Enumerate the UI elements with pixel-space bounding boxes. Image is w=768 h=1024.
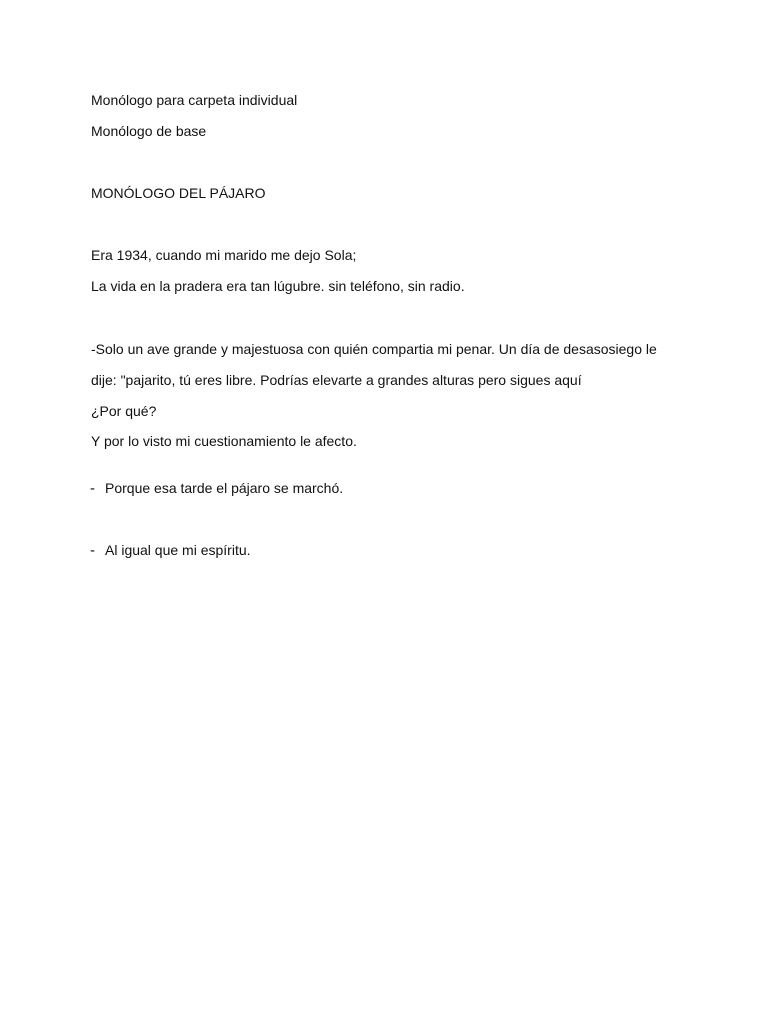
header-line-2: Monólogo de base [91, 123, 207, 139]
paragraph-2-line-3: ¿Por qué? [91, 403, 157, 419]
bullet-marker: - [90, 542, 95, 559]
bullet-item [90, 541, 251, 560]
paragraph-1-line-2: La vida en la pradera era tan lúgubre. sin teléfono, sin radio. [91, 278, 465, 294]
paragraph-2-line-4: Y por lo visto mi cuestionamiento le afecto. [91, 433, 357, 449]
paragraph-2-line-2: dije: "pajarito, tú eres libre. Podrías elevarte a grandes alturas pero sigues aquí [91, 372, 582, 388]
bullet-text: Porque esa tarde el pájaro se marchó. [105, 480, 344, 496]
document-title: MONÓLOGO DEL PÁJARO [91, 185, 266, 201]
header-line-1: Monólogo para carpeta individual [91, 92, 298, 108]
bullet-text: Al igual que mi espíritu. [105, 542, 251, 558]
paragraph-2-line-1: -Solo un ave grande y majestuosa con quién compartia mi penar. Un día de desasosiego le [91, 341, 657, 357]
bullet-item [90, 479, 343, 498]
paragraph-1-line-1: Era 1934, cuando mi marido me dejo Sola; [91, 247, 357, 263]
bullet-marker: - [90, 480, 95, 497]
